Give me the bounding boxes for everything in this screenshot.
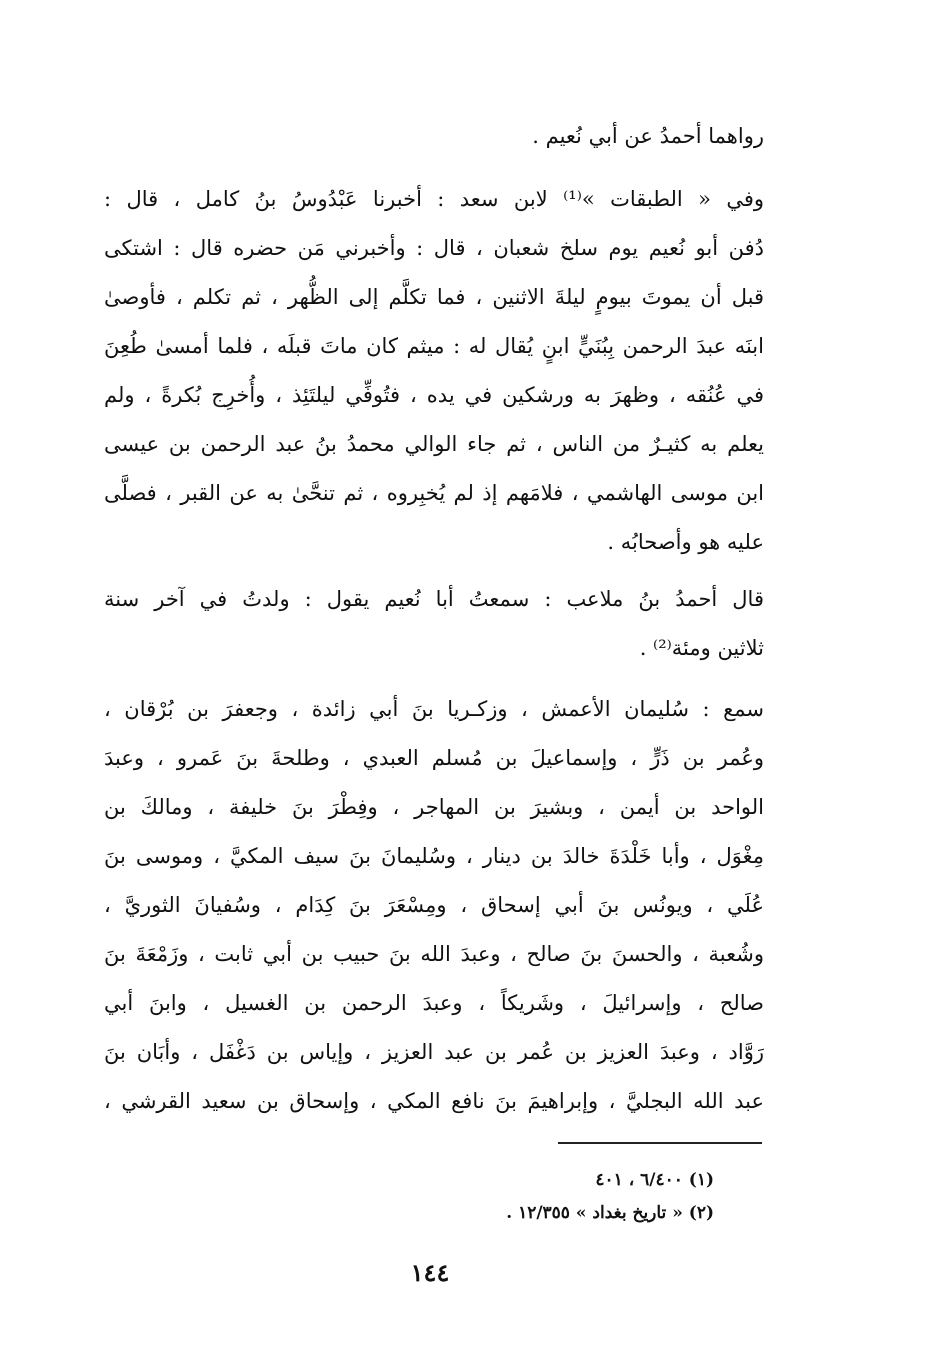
footnotes [404, 1164, 714, 1230]
text-line: مِغْوَل ، وأبا خَلْدَةَ خالدَ بن دينار ، وسُليمانَ بنَ سيف المكيَّ ، وموسى بنَ [104, 844, 764, 868]
page-number: ١٤٤ [410, 1258, 450, 1287]
text-line: سمع : سُليمان الأعمش ، وزكـريا بنَ أبي زائدة ، وجعفرَ بن بُرْقان ، [104, 697, 764, 721]
footnote-2: (٢) « تاريخ بغداد » ١٢/٣٥٥ . [506, 1203, 714, 1223]
text-line: وعُمر بن ذَرٍّ ، وإسماعيلَ بن مُسلم العبدي ، وطلحةَ بنَ عَمرو ، وعبدَ [104, 746, 764, 770]
text-line: في عُنُقه ، وظهرَ به ورشكين في يده ، فتُوفِّي ليلتَئِذ ، وأُخرِج بُكرةً ، ولم [104, 383, 764, 407]
text-line: قال أحمدُ بنُ ملاعب : سمعتُ أبا نُعيم يقول : ولدتُ في آخر سنة [104, 587, 764, 611]
text-line: دُفن أبو نُعيم يوم سلخ شعبان ، قال : وأخبرني مَن حضره قال : اشتكى [104, 236, 764, 260]
footnote-divider [558, 1142, 762, 1144]
paragraph-3 [104, 575, 764, 673]
text-line: صالح ، وإسرائيلَ ، وشَريكاً ، وعبدَ الرحمن بن الغسيل ، وابنَ أبي [104, 991, 764, 1015]
text-line: ابنَه عبدَ الرحمن بِبُنَيٍّ ابنٍ يُقال له : ميثم كان ماتَ قبلَه ، فلما أمسىٰ طُعِنَ [104, 334, 764, 358]
text-line: ابن موسى الهاشمي ، فلامَهم إذ لم يُخبِروه ، ثم تنحَّىٰ به عن القبر ، فصلَّى [104, 481, 764, 505]
text-line: عليه هو وأصحابُه . [607, 530, 764, 554]
text-line: الواحد بن أيمن ، وبشيرَ بن المهاجر ، وفِطْرَ بنَ خليفة ، ومالكَ بن [104, 795, 764, 819]
paragraph-1 [104, 112, 764, 161]
footnote-1: (١) ٦/٤٠٠ ، ٤٠١ [595, 1170, 714, 1190]
text-line: عبد الله البجليَّ ، وإبراهيمَ بنَ نافع المكي ، وإسحاق بن سعيد القرشي ، [104, 1089, 764, 1113]
text-line: يعلم به كثيـرٌ من الناس ، ثم جاء الوالي محمدُ بنُ عبد الرحمن بن عيسى [104, 432, 764, 456]
text-line: رَوَّاد ، وعبدَ العزيز بن عُمر بن عبد العزيز ، وإياس بن دَغْفَل ، وأبَان بنَ [104, 1040, 764, 1064]
text-line: وشُعبة ، والحسنَ بنَ صالح ، وعبدَ الله بنَ حبيب بن أبي ثابت ، وزَمْعَةَ بنَ [104, 942, 764, 966]
text-line: عُلَي ، ويونُس بنَ أبي إسحاق ، ومِسْعَرَ بنَ كِدَام ، وسُفيانَ الثوريَّ ، [104, 893, 764, 917]
paragraph-2 [104, 175, 764, 567]
text-line: وفي « الطبقات »⁽¹⁾ لابن سعد : أخبرنا عَبْدُوسُ بنُ كامل ، قال : [104, 187, 764, 211]
text-line: ثلاثين ومئة⁽²⁾ . [639, 636, 764, 660]
text-line: رواهما أحمدُ عن أبي نُعيم . [532, 124, 764, 148]
paragraph-4 [104, 685, 764, 1126]
text-line: قبل أن يموتَ بيومٍ ليلةَ الاثنين ، فما تكلَّم إلى الظُّهر ، ثم تكلم ، فأوصىٰ [104, 285, 764, 309]
